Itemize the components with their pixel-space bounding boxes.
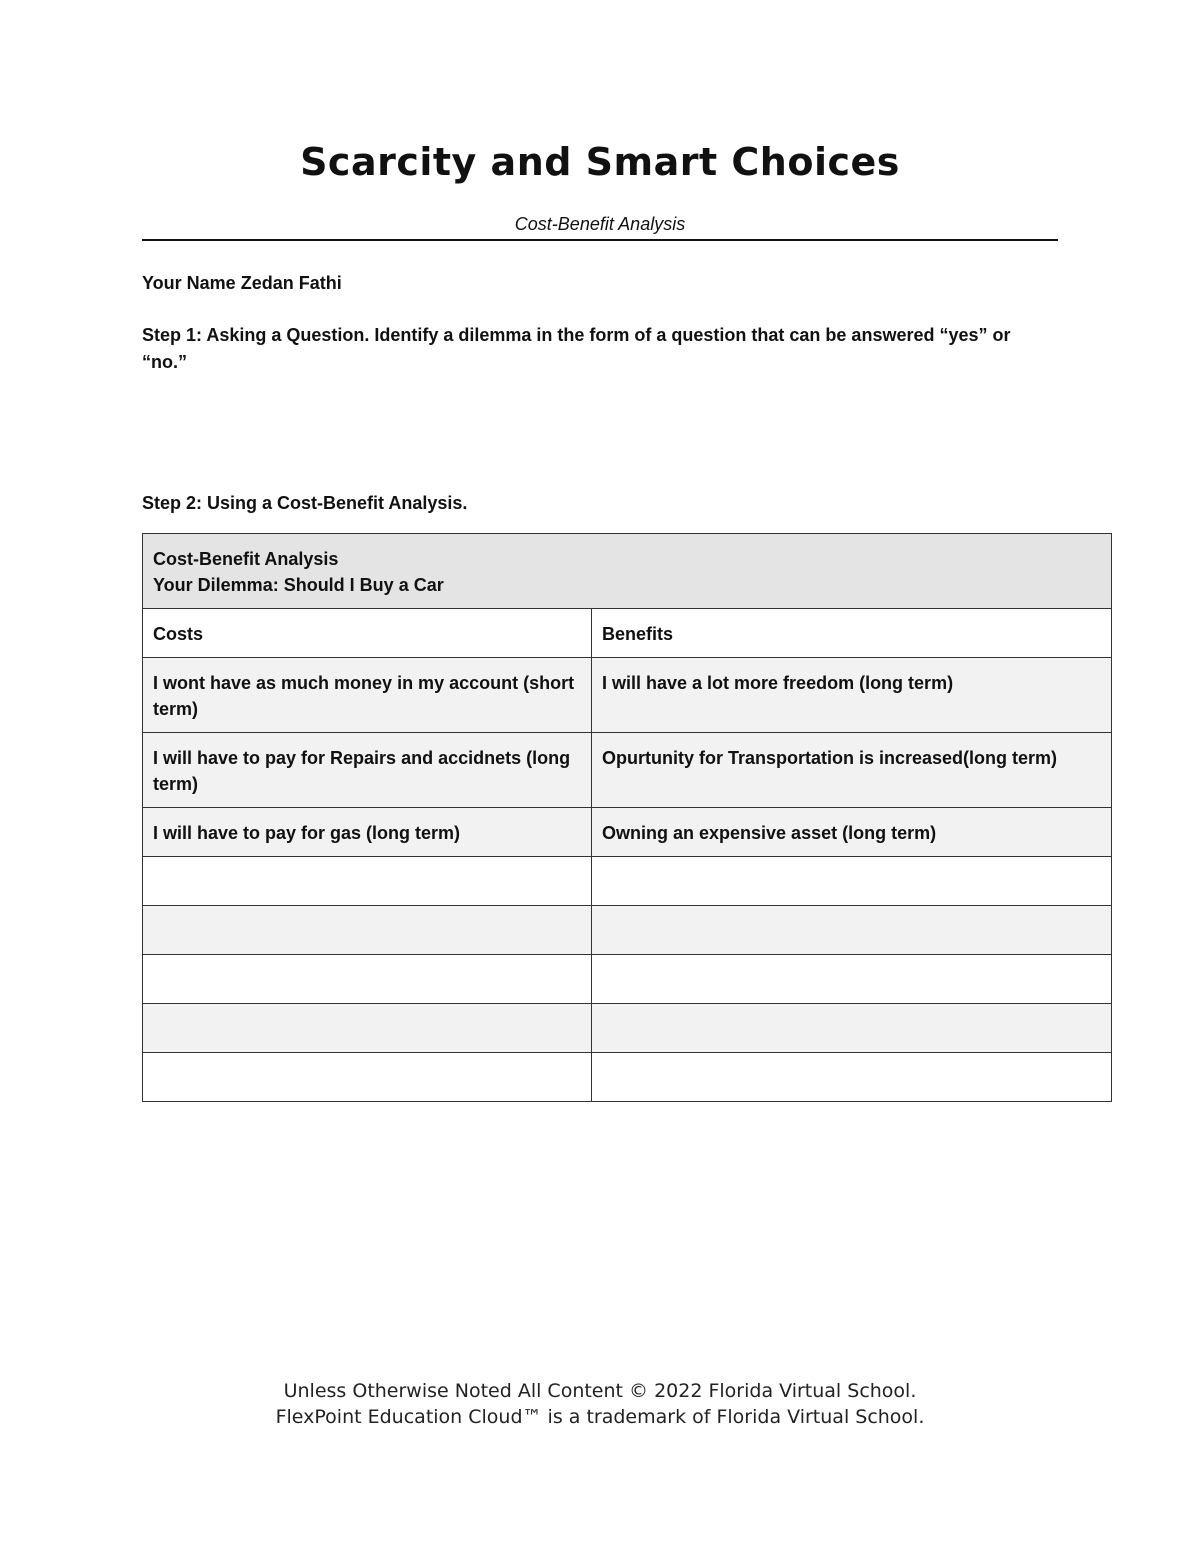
cost-cell[interactable]: I will have to pay for Repairs and accidnets (long term) xyxy=(143,733,592,808)
cost-cell[interactable] xyxy=(143,1053,592,1102)
benefit-cell[interactable] xyxy=(592,955,1112,1004)
footer-copyright: Unless Otherwise Noted All Content © 2022 Florida Virtual School. xyxy=(283,1380,917,1402)
benefit-cell[interactable] xyxy=(592,1004,1112,1053)
table-header-row xyxy=(143,534,1112,609)
table-row xyxy=(143,658,1112,733)
table-row xyxy=(143,733,1112,808)
name-field[interactable]: Your Name Zedan Fathi xyxy=(142,273,342,293)
benefit-cell[interactable]: I will have a lot more freedom (long term) xyxy=(592,658,1112,733)
title-divider xyxy=(142,239,1058,241)
step1-line1: Step 1: Asking a Question. Identify a dilemma in the form of a question that can be answered “yes” or xyxy=(142,325,1011,345)
footer-trademark: FlexPoint Education Cloud™ is a trademark of Florida Virtual School. xyxy=(275,1406,925,1428)
cost-cell[interactable]: I wont have as much money in my account (short term) xyxy=(143,658,592,733)
step1-prompt xyxy=(142,322,1062,376)
table-heading-cell xyxy=(143,534,1112,609)
subtitle: Cost-Benefit Analysis xyxy=(514,214,686,234)
cost-cell[interactable] xyxy=(143,857,592,906)
benefit-cell[interactable] xyxy=(592,906,1112,955)
costs-column-header: Costs xyxy=(143,609,592,658)
benefit-cell[interactable] xyxy=(592,1053,1112,1102)
dilemma-label[interactable]: Your Dilemma: Should I Buy a Car xyxy=(153,575,444,595)
table-row xyxy=(143,857,1112,906)
benefits-column-header: Benefits xyxy=(592,609,1112,658)
page-title: Scarcity and Smart Choices xyxy=(300,140,900,184)
cost-cell[interactable] xyxy=(143,955,592,1004)
table-row xyxy=(143,906,1112,955)
table-row xyxy=(143,808,1112,857)
cost-cell[interactable]: I will have to pay for gas (long term) xyxy=(143,808,592,857)
step2-prompt: Step 2: Using a Cost-Benefit Analysis. xyxy=(142,493,468,513)
benefit-cell[interactable] xyxy=(592,857,1112,906)
table-row xyxy=(143,1004,1112,1053)
cost-cell[interactable] xyxy=(143,1004,592,1053)
table-row xyxy=(143,1053,1112,1102)
footer xyxy=(0,1378,1200,1430)
benefit-cell[interactable]: Owning an expensive asset (long term) xyxy=(592,808,1112,857)
step1-line2: “no.” xyxy=(142,352,187,372)
column-header-row xyxy=(143,609,1112,658)
table-heading: Cost-Benefit Analysis xyxy=(153,549,339,569)
table-row xyxy=(143,955,1112,1004)
benefit-cell[interactable]: Opurtunity for Transportation is increased(long term) xyxy=(592,733,1112,808)
cost-cell[interactable] xyxy=(143,906,592,955)
cost-benefit-table xyxy=(142,533,1112,1102)
